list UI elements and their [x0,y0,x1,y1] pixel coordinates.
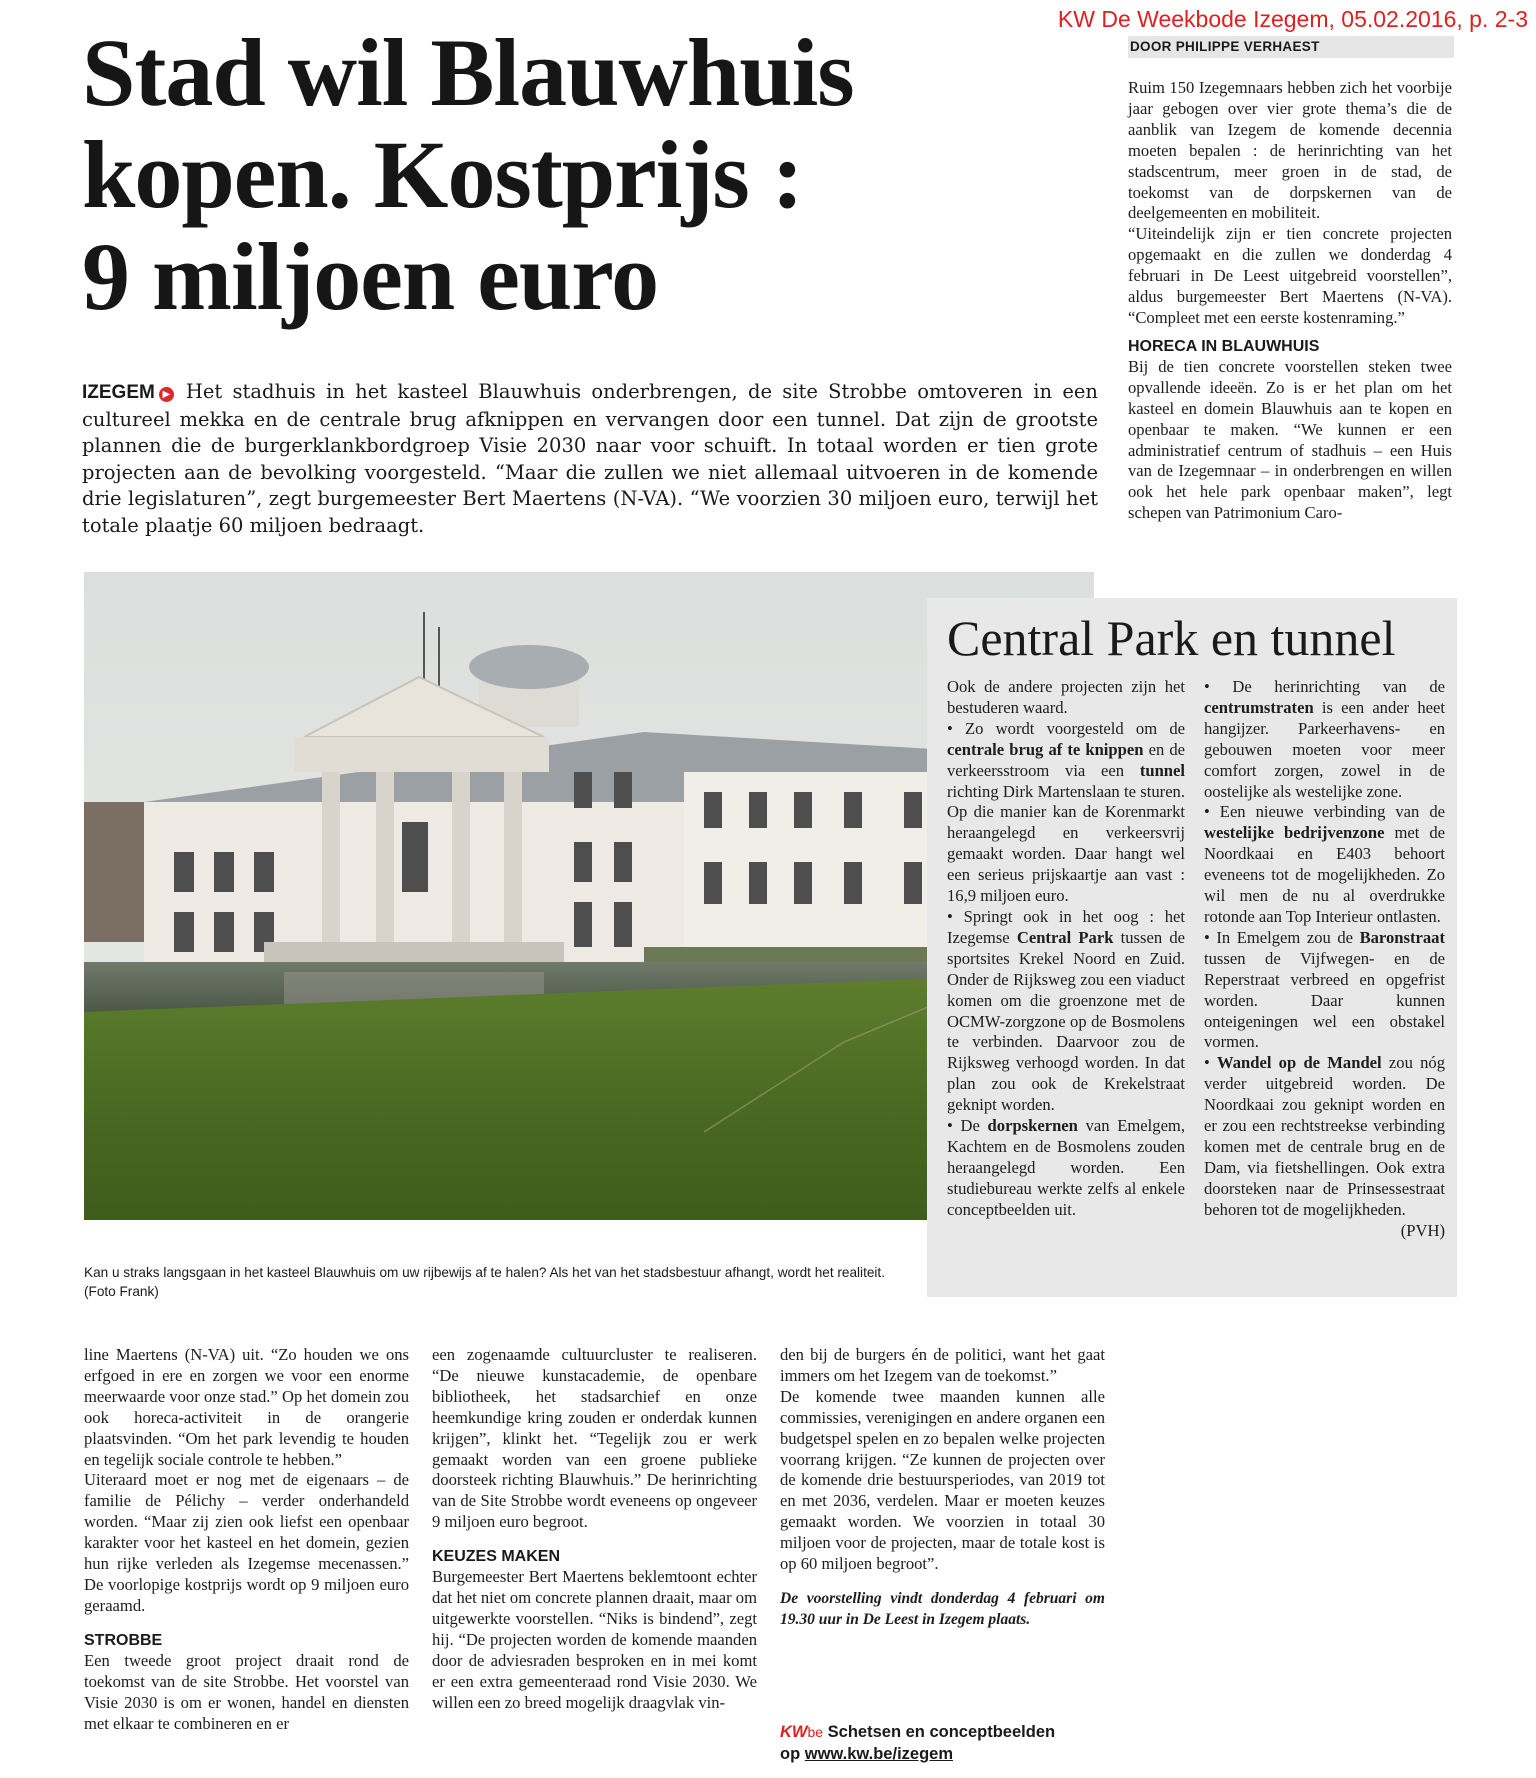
sidebar-paragraph: • De dorpskernen van Emelgem, Kachtem en de Bosmolens zouden heraangelegd worden. Een studiebureau werkte zelfs al enkele conceptbeelden uit. [947,1116,1185,1219]
kw-logo: KW [780,1723,808,1741]
right-paragraph: Ruim 150 Izegemnaars hebben zich het voorbije jaar gebogen over vier grote thema’s die de aanblik van Izegem de komende decennia moeten bepalen : de herinrichting van het stadscentrum, meer groen in de stad, de toekomst van de dorpskernen van de deelgemeenten en mobiliteit. [1128,78,1452,223]
lead-paragraph [82,379,1098,539]
sidebar-title: Central Park en tunnel [947,610,1396,666]
kw-promo-text: Schetsen en conceptbeelden [827,1723,1056,1741]
sidebar-paragraph: • Een nieuwe verbinding van de westelijke bedrijvenzone met de Noordkaai en E403 behoort eveneens tot de mogelijkheden. Zo wil men de nu al overdrukke rotonde aan Top Interieur ontlasten. [1204,802,1446,926]
sidebar-paragraph: • Zo wordt voorgesteld om de centrale brug af te knippen en de verkeersstroom via een tunnel richting Dirk Martenslaan te sturen. Op die manier kan de Korenmarkt heraangelegd en verkeersvrij gemaakt worden. Daar hangt wel een serieus prijskaartje aan vast : 16,9 miljoen euro. [947,718,1186,906]
lead-text: Het stadhuis in het kasteel Blauwhuis onderbrengen, de site Strobbe omtoveren in een cultureel mekka en de centrale brug afknippen en vervangen door een tunnel. Dat zijn de grootste plannen die de burgerklankbordgroep Visie 2030 naar voor schuift. In totaal worden er tien grote projecten aan de bevolking voorgesteld. “Maar die zullen we niet allemaal uitvoeren in de komende drie legislaturen”, zegt burgemeester Bert Maertens (N-VA). “We voorzien 30 miljoen euro, terwijl het totale plaatje 60 miljoen bedraagt. [82,380,1098,537]
kw-link[interactable]: www.kw.be/izegem [804,1745,953,1763]
bottom-column-1 [84,1345,409,1734]
body-paragraph: Uiteraard moet er nog met de eigenaars – de familie de Pélichy – verder onderhandeld worden. “Maar zij zien ook liefst een openbaar karakter voor het kasteel en het domein, gezien hun rijke verleden als Izegemse mecenassen.” De voorlopige kostprijs wordt op 9 miljoen euro geraamd. [84,1470,409,1615]
right-paragraph: Bij de tien concrete voorstellen steken twee opvallende ideeën. Zo is er het plan om het kasteel en domein Blauwhuis aan te kopen en openbaar te maken. “We kunnen er een administratief centrum of stadhuis – een Huis van de Izegemnaar – in onderbrengen en willen ook het hele park openbaar maken”, legt schepen van Patrimonium Caro- [1128,356,1452,523]
subhead-keuzes: KEUZES MAKEN [432,1548,561,1566]
sidebar-column-1 [947,677,1185,1221]
source-note: KW De Weekbode Izegem, 05.02.2016, p. 2-3 [1057,6,1528,32]
body-paragraph: een zogenaamde cultuurcluster te realiseren. “De nieuwe kunstacademie, de openbare bibliotheek, het stadsarchief en onze heemkundige kring zouden er onderdak kunnen krijgen”, klinkt het. “Tegelijk zou er werk gemaakt worden van een groene publieke doorsteek richting Blauwhuis.” De herinrichting van de Site Strobbe wordt eveneens op ongeveer 9 miljoen euro begroot. [432,1345,757,1532]
subhead-strobbe: STROBBE [84,1631,163,1649]
body-paragraph: De komende twee maanden kunnen alle commissies, verenigingen en andere organen een budgetspel spelen en zo bepalen welke projecten voorrang krijgen. “Ze kunnen de projecten over de komende drie bestuursperiodes, van 2019 tot en met 2036, verdelen. Maar er moeten keuzes gemaakt worden. We voorzien in totaal 30 miljoen voor de projecten, maar de totale kost is op 60 miljoen begroot”. [780,1386,1105,1574]
subhead-horeca: HORECA IN BLAUWHUIS [1128,337,1320,355]
bottom-column-3 [780,1345,1105,1631]
arrow-icon: ▶ [159,387,174,402]
kw-promo-prefix: op [780,1745,801,1763]
headline [82,19,1082,330]
event-note: De voorstelling vindt donderdag 4 februari om 19.30 uur in De Leest in Izegem plaats. [780,1589,1105,1628]
headline-line-1: Stad wil Blauwhuis [82,19,854,126]
sidebar-paragraph: • De herinrichting van de centrumstraten is een ander heet hangijzer. Parkeerhavens- en gebouwen moeten voor meer comfort zorgen, zowel in de oostelijke als westelijke zone. [1204,677,1445,801]
body-paragraph: den bij de burgers én de politici, want het gaat immers om het Izegem van de toekomst.” [780,1345,1105,1385]
right-paragraph: “Uiteindelijk zijn er tien concrete projecten opgemaakt en die zullen we donderdag 4 februari in De Leest uitgebreid voorstellen”, aldus burgemeester Bert Maertens (N-VA). “Compleet met een eerste kostenraming.” [1128,224,1452,327]
body-paragraph: line Maertens (N-VA) uit. “Zo houden we ons erfgoed in ere en zorgen we voor een enorme meerwaarde voor onze stad.” Op het domein zou ook horeca-activiteit in de orangerie plaatsvinden. “Om het park levendig te houden en tegelijk sociale controle te hebben.” [84,1345,409,1469]
headline-line-2: kopen. Kostprijs : [82,121,803,228]
kw-promo [780,1721,1120,1765]
right-column [1128,78,1452,524]
sidebar-column-2 [1204,677,1445,1241]
sidebar-signature: (PVH) [1400,1220,1445,1240]
byline: DOOR PHILIPPE VERHAEST [1128,36,1454,58]
sidebar-paragraph: • Wandel op de Mandel zou nóg verder uitgebreid worden. De Noordkaai zou geknipt worden en er zou een rechtstreekse verbinding komen met de centrale brug en de Dam, via fietshellingen. Ook extra doorsteken naar de Prinsessestraat behoren tot de mogelijkheden. [1204,1053,1445,1219]
headline-line-3: 9 miljoen euro [82,223,659,330]
body-paragraph: Burgemeester Bert Maertens beklemtoont echter dat het niet om concrete plannen draait, maar om uitgewerkte voorstellen. “Niks is bindend”, zegt hij. “De projecten worden de komende maanden door de adviesraden besproken en in mei komt er een extra gemeenteraad rond Visie 2030. We willen een zo breed mogelijk draagvlak vin- [432,1567,757,1712]
dateline-kicker: IZEGEM [82,382,155,403]
photo-caption: Kan u straks langsgaan in het kasteel Blauwhuis om uw rijbewijs af te halen? Als het van het stadsbestuur afhangt, wordt het realiteit. (Foto Frank) [84,1265,885,1299]
sidebar-paragraph: • Springt ook in het oog : het Izegemse Central Park tussen de sportsites Krekel Noord en Zuid. Onder de Rijksweg zou een viaduct komen om die groenzone met de OCMW-zorgzone op de Bosmolens te verbinden. Daarvoor zou de Rijksweg verhoogd worden. In dat plan zou ook de Krekelstraat geknipt worden. [947,906,1185,1115]
sidebar-paragraph: • In Emelgem zou de Baronstraat tussen de Vijfwegen- en de Reperstraat verbreed en opgefrist worden. Daar kunnen onteigeningen wel een obstakel vormen. [1204,927,1445,1052]
sidebar-box [927,598,1457,1297]
bottom-column-2 [432,1345,757,1714]
kw-logo-suffix: be [807,1724,824,1740]
body-paragraph: Een tweede groot project draait rond de toekomst van de site Strobbe. Het voorstel van Visie 2030 is om er wonen, handel en diensten met elkaar te combineren en er [84,1650,409,1733]
sidebar-paragraph: Ook de andere projecten zijn het bestuderen waard. [947,677,1185,717]
